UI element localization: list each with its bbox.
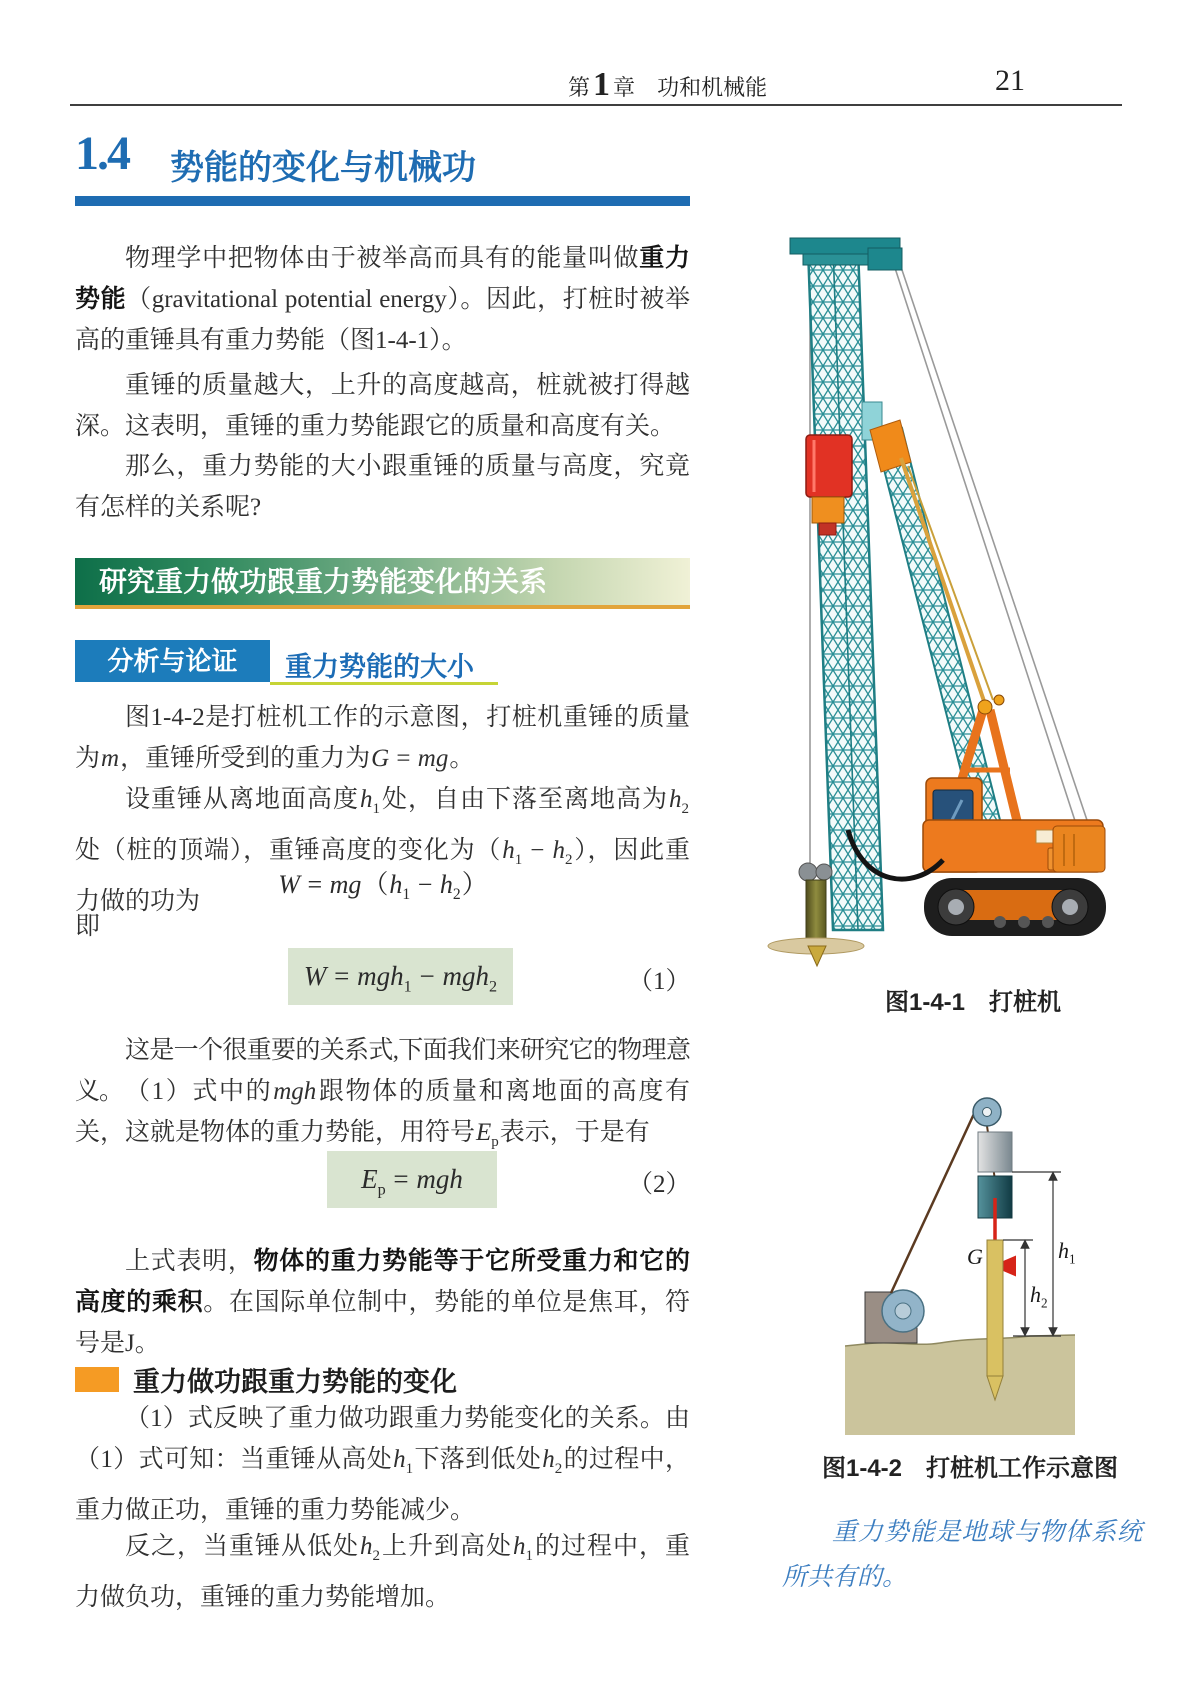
orange-square-marker	[75, 1367, 119, 1392]
label-G: G	[967, 1244, 983, 1269]
crawler-tracks	[924, 878, 1106, 936]
paragraph-mgh: （1）式中的mgh跟物体的质量和离地面的高度有关，这就是物体的重力势能，用符号$E_p$表示，于是有	[75, 1078, 690, 1150]
a-frame-pulley	[978, 700, 992, 714]
paragraph-meaning: 上式表明，物体的重力势能等于它所受重力和它的高度的乘积。在国际单位制中，势能的单位是焦耳，符号是J。	[75, 1247, 690, 1357]
connector-ji: 即	[75, 913, 101, 940]
pile-driver-illustration	[748, 230, 1148, 968]
winch-hub	[895, 1303, 911, 1319]
mast-top-cap	[790, 238, 902, 270]
label-h1: $h_1$	[1058, 1238, 1076, 1267]
paragraph-intro-2: 重锤的质量越大，上升的高度越高，桩就被打得越深。这表明，重锤的重力势能跟它的质量和高度有关。	[75, 372, 690, 440]
equation-2-row	[75, 1151, 690, 1208]
equation-2-number: （2）	[628, 1171, 691, 1198]
a-frame-pulley-2	[994, 695, 1004, 705]
activity-tag: 分析与论证	[75, 640, 270, 682]
paragraph-reverse: 反之，当重锤从低处$h_2$上升到高处$h_1$的过程中，重力做负功，重锤的重力势能增加。	[75, 1533, 690, 1611]
equation-1-row	[75, 948, 690, 1005]
section-number: 1.4	[75, 127, 129, 180]
figure-2-caption: 图1-4-2 打桩机工作示意图	[821, 1455, 1119, 1482]
ground	[845, 1335, 1075, 1435]
margin-note: 重力势能是地球与物体系统所共有的。	[782, 1519, 1142, 1591]
subsection-heading	[75, 1360, 457, 1399]
paragraph-relation: （1）式反映了重力做功跟重力势能变化的关系。由（1）式可知：当重锤从高处$h_1$下落到低处$h_2$的过程中，重力做正功，重锤的重力势能减少。	[75, 1405, 690, 1524]
section-title-bar	[75, 196, 690, 206]
chapter-title: 功和机械能	[657, 75, 768, 100]
page-number: 21	[995, 64, 1025, 97]
chapter-header	[568, 66, 767, 104]
paragraph-setup: 设重锤从离地面高度$h_1$处，自由下落至离地高为$h_2$处（桩的顶端），重锤高度的变化为$(h_1 - h_2)$，因此重力做的功为	[75, 786, 690, 915]
pulley-axle	[983, 1108, 992, 1117]
label-h2: $h_2$	[1030, 1282, 1048, 1311]
activity-banner: 研究重力做功跟重力势能变化的关系	[75, 558, 690, 609]
figure-1-caption: 图1-4-1 打桩机	[884, 989, 1062, 1016]
equation-1-box: W = mgh$_1$ − mgh$_2$	[288, 948, 513, 1005]
header-rule	[70, 104, 1122, 106]
paragraph-intro-3: 那么，重力势能的大小跟重锤的质量与高度，究竟有怎样的关系呢?	[75, 453, 690, 521]
pile-tip	[808, 946, 826, 966]
chapter-pre: 第	[568, 75, 591, 100]
paragraph-intro-1: 物理学中把物体由于被举高而具有的能量叫做重力势能（gravitational potential energy）。因此，打桩时被举高的重锤具有重力势能（图1-4-1）。	[75, 244, 690, 354]
subsection-title: 重力做功跟重力势能的变化	[133, 1367, 457, 1397]
equation-1-number: （1）	[628, 968, 691, 995]
section-title: 势能的变化与机械功	[170, 149, 476, 187]
pile-driver-diagram	[845, 1040, 1075, 1435]
engine-housing	[1053, 826, 1105, 872]
pile	[987, 1240, 1003, 1376]
h1-dimension	[1012, 1172, 1061, 1336]
paragraph-fig2-intro: 图1-4-2是打桩机工作的示意图，打桩机重锤的质量为m，重锤所受到的重力为G = mg。	[75, 704, 690, 772]
paragraph-important: 这是一个很重要的关系式,下面我们来研究它的物理意义。	[75, 1037, 690, 1105]
hammer-high-position	[978, 1132, 1012, 1172]
activity-subtitle: 重力势能的大小	[285, 652, 474, 682]
formula-work: $W = mg(h_1 - h_2)$	[278, 870, 488, 904]
chapter-post: 章	[613, 75, 636, 100]
chapter-number: 1	[593, 66, 611, 103]
subtitle-underline	[270, 682, 498, 685]
equation-2-box: $E_p$ = mgh	[327, 1151, 497, 1208]
